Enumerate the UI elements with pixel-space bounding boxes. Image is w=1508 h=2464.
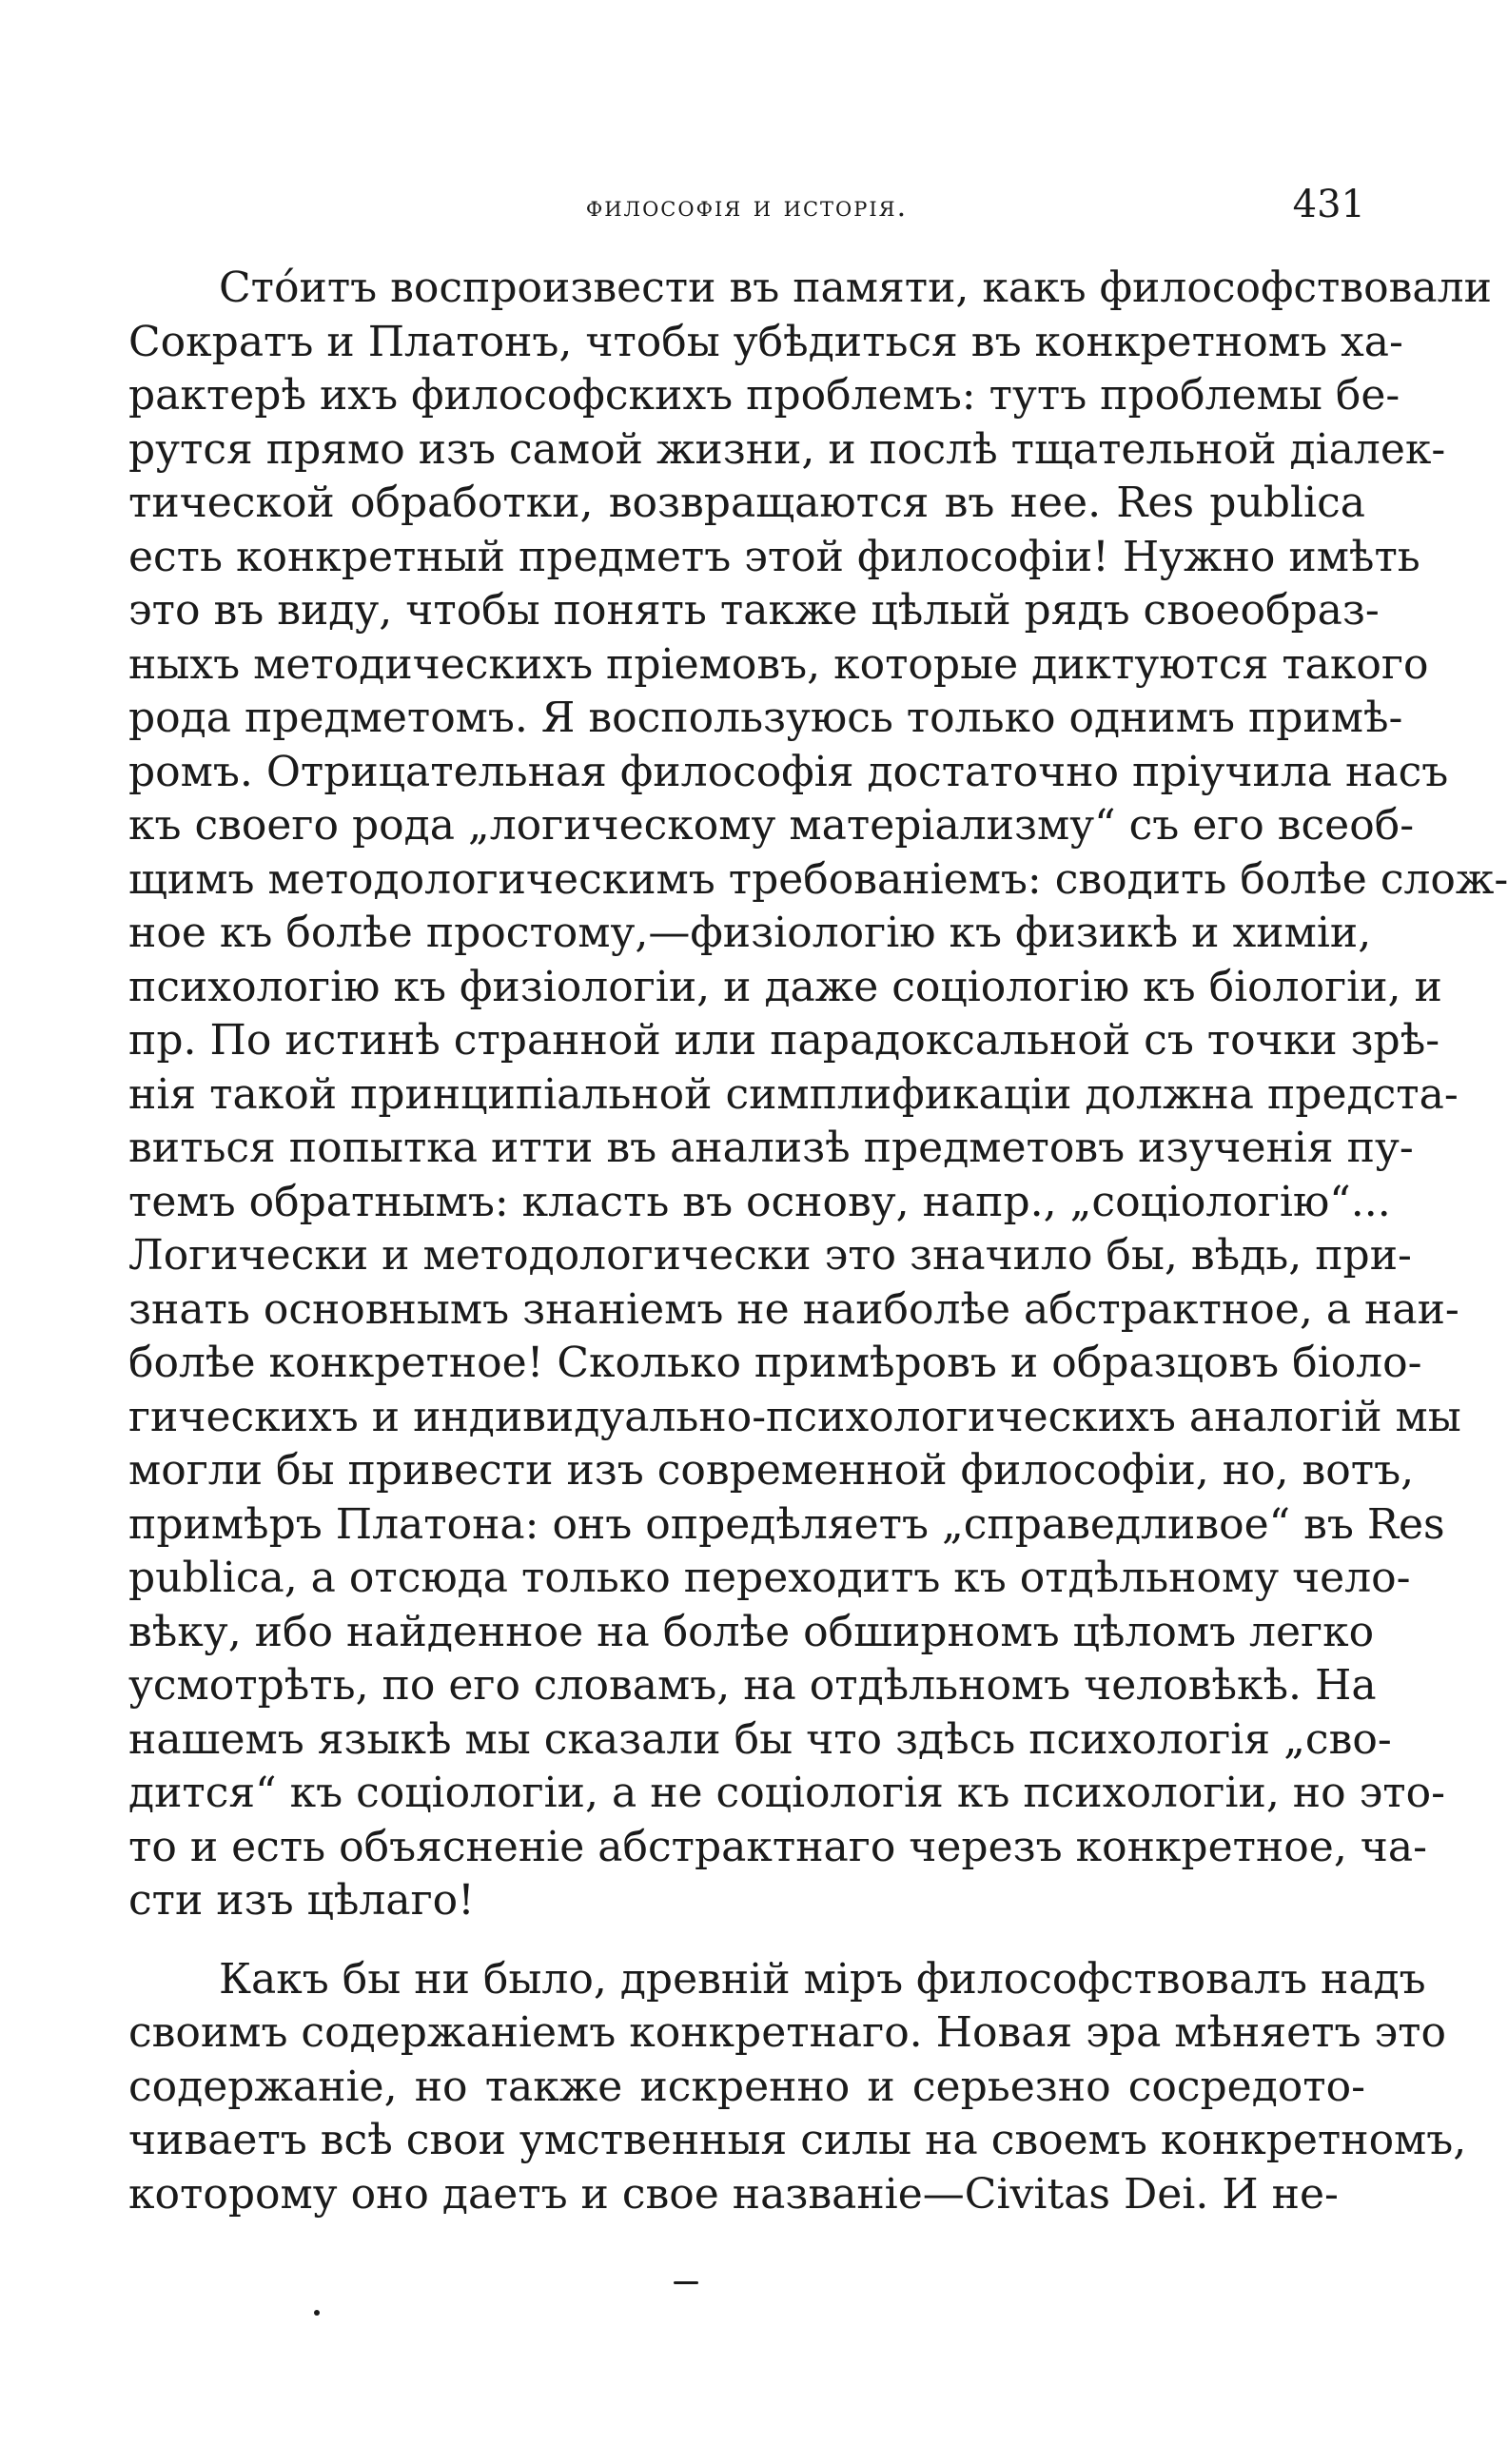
text-line: Логически и методологически это значило бы, вѣдь, при- (128, 1231, 1412, 1280)
text-line: Сократъ и Платонъ, чтобы убѣдиться въ конкретномъ ха- (128, 317, 1403, 366)
print-mark (674, 2281, 698, 2284)
text-line: щимъ методологическимъ требованіемъ: сводить болѣе слож- (128, 854, 1508, 904)
page-header (128, 183, 1365, 240)
text-line: Какъ бы ни было, древній міръ философствовалъ надъ (219, 1954, 1426, 2004)
text-line: содержаніе, но также искренно и серьезно сосредото- (128, 2062, 1365, 2111)
text-line: дится“ къ соціологіи, а не соціологія къ психологіи, но это- (128, 1769, 1445, 1817)
text-line: сти изъ цѣлаго! (128, 1876, 475, 1925)
running-title: философія и исторія. (585, 190, 909, 224)
text-line: вѣку, ибо найденное на болѣе обширномъ цѣломъ легко (128, 1607, 1375, 1656)
text-line: виться попытка итти въ анализѣ предметовъ изученія пу- (128, 1124, 1414, 1172)
text-line: ныхъ методическихъ пріемовъ, которые диктуются такого (128, 639, 1429, 689)
text-line: рактерѣ ихъ философскихъ проблемъ: тутъ проблемы бе- (128, 371, 1400, 420)
body-text (128, 262, 1508, 2221)
text-line: чиваетъ всѣ свои умственныя силы на своемъ конкретномъ, (128, 2116, 1467, 2164)
text-line: которому оно даетъ и свое названіе—Civitas Dei. И не- (128, 2169, 1339, 2219)
text-line: рутся прямо изъ самой жизни, и послѣ тщательной діалек- (128, 424, 1446, 474)
text-line: пр. По истинѣ странной или парадоксальной съ точки зрѣ- (128, 1016, 1440, 1065)
text-line: психологію къ физіологіи, и даже соціологію къ біологіи, и (128, 962, 1442, 1011)
text-line: это въ виду, чтобы понять также цѣлый рядъ своеобраз- (128, 586, 1380, 635)
text-line: рода предметомъ. Я воспользуюсь только однимъ примѣ- (128, 694, 1403, 742)
text-line: къ своего рода „логическому матеріализму“ съ его всеоб- (128, 801, 1415, 850)
text-line: есть конкретный предметъ этой философіи! Нужно имѣть (128, 532, 1420, 581)
text-line: нашемъ языкѣ мы сказали бы что здѣсь психологія „сво- (128, 1714, 1392, 1764)
text-line: знать основнымъ знаніемъ не наиболѣе абстрактное, а наи- (128, 1284, 1459, 1334)
text-line: ромъ. Отрицательная философія достаточно пріучила насъ (128, 747, 1449, 796)
text-line: publica, а отсюда только переходитъ къ отдѣльному чело- (128, 1554, 1411, 1602)
text-line: усмотрѣть, по его словамъ, на отдѣльномъ человѣкѣ. На (128, 1661, 1377, 1710)
text-line: болѣе конкретное! Сколько примѣровъ и образцовъ біоло- (128, 1339, 1422, 1387)
text-line: своимъ содержаніемъ конкретнаго. Новая эра мѣняетъ это (128, 2008, 1446, 2057)
text-line: тической обработки, возвращаются въ нее. Res publica (128, 479, 1365, 527)
text-line: примѣръ Платона: онъ опредѣляетъ „справедливое“ въ Res (128, 1499, 1445, 1549)
paragraph-2 (128, 1953, 1467, 2222)
text-line: ное къ болѣе простому,—физіологію къ физикѣ и химіи, (128, 909, 1372, 957)
page-number: 431 (1292, 183, 1365, 226)
text-line: гическихъ и индивидуально-психологическихъ аналогій мы (128, 1392, 1461, 1441)
text-line: темъ обратнымъ: класть въ основу, напр., „соціологію“... (128, 1177, 1391, 1226)
paragraph-1 (128, 262, 1508, 1928)
paragraph-gap (128, 1928, 1365, 1953)
text-line: то и есть объясненіе абстрактнаго черезъ конкретное, ча- (128, 1822, 1427, 1871)
text-line: могли бы привести изъ современной философіи, но, вотъ, (128, 1446, 1415, 1495)
text-line: нія такой принципіальной симплификаціи должна предста- (128, 1069, 1459, 1119)
text-line: Стóитъ воспроизвести въ памяти, какъ философствовали (219, 264, 1492, 312)
print-speck (314, 2310, 320, 2316)
